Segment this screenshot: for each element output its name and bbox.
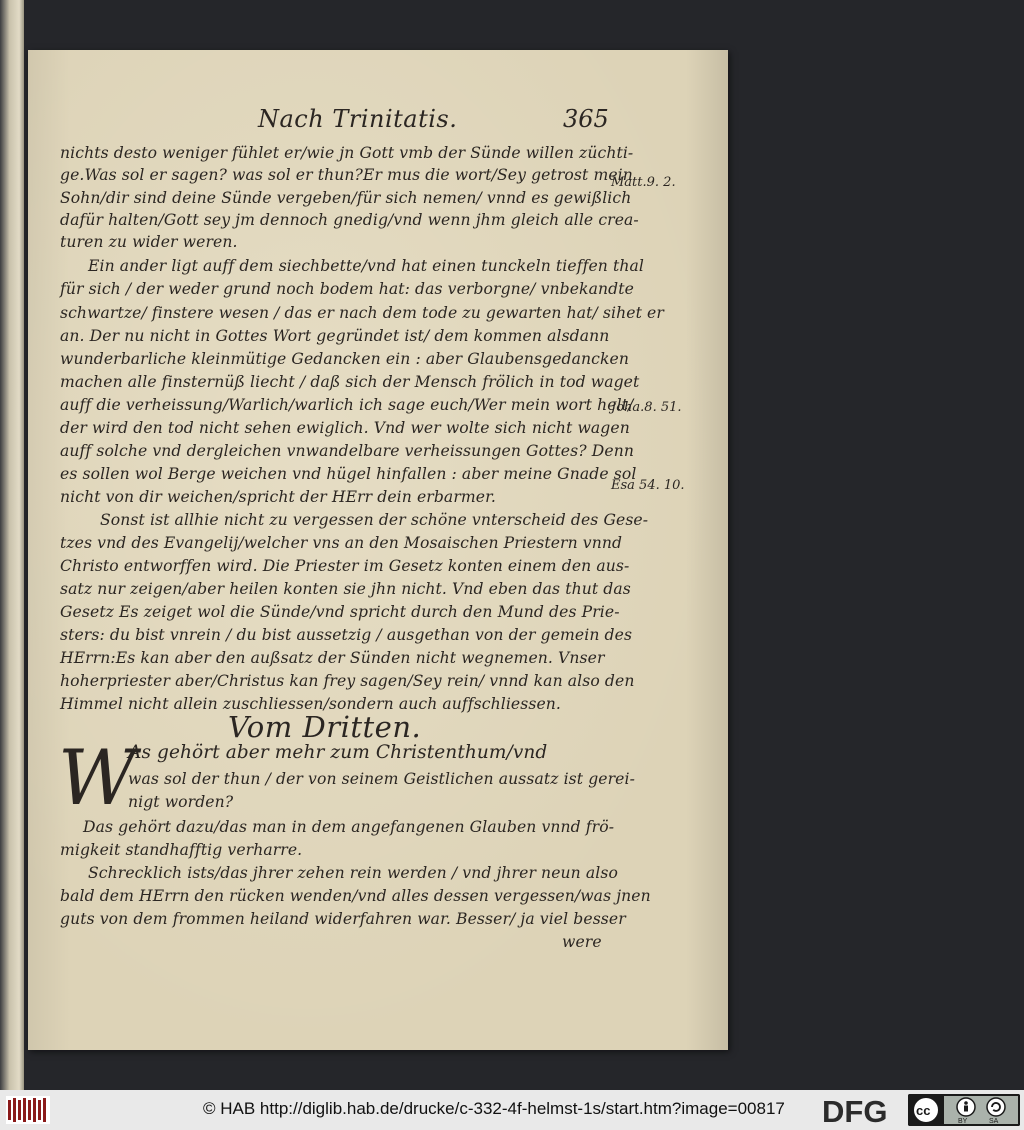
text-line: Himmel nicht allein zuschliessen/sondern auch auffschliessen. xyxy=(60,695,561,713)
text-line: As gehört aber mehr zum Christenthum/vnd xyxy=(128,742,548,763)
marginal-note: Joha.8. 51. xyxy=(611,400,682,415)
text-line: nicht von dir weichen/spricht der HErr dein erbarmer. xyxy=(60,488,496,506)
svg-text:cc: cc xyxy=(916,1103,931,1118)
section-heading: Vom Dritten. xyxy=(228,710,422,744)
running-header: Nach Trinitatis. xyxy=(258,105,458,133)
text-line: was sol der thun / der von seinem Geistlichen aussatz ist gerei- xyxy=(128,770,635,788)
text-line: Christo entworffen wird. Die Priester im Gesetz konten einem den aus- xyxy=(60,557,630,575)
previous-page-edge xyxy=(0,0,24,1090)
marginal-note: Esa 54. 10. xyxy=(611,478,685,493)
catchword: were xyxy=(562,933,602,951)
text-line: machen alle finsternüß liecht / daß sich der Mensch frölich in tod waget xyxy=(60,373,640,391)
text-line: es sollen wol Berge weichen vnd hügel hinfallen : aber meine Gnade sol xyxy=(60,465,637,483)
text-line: tzes vnd des Evangelij/welcher vns an den Mosaischen Priestern vnnd xyxy=(60,534,623,552)
text-line: der wird den tod nicht sehen ewiglich. Vnd wer wolte sich nicht wagen xyxy=(60,419,630,437)
text-line: nigt worden? xyxy=(128,793,234,811)
drop-cap-initial: W xyxy=(58,733,137,822)
hab-logo-icon xyxy=(6,1096,50,1124)
cc-by-sa-license-icon[interactable] xyxy=(908,1094,1020,1126)
text-line: HErrn:Es kan aber den außsatz der Sünden nicht wegnemen. Vnser xyxy=(60,649,605,667)
page-number: 365 xyxy=(563,105,609,133)
text-line: sters: du bist vnrein / du bist aussetzig / ausgethan von der gemein des xyxy=(60,626,633,644)
text-line: auff die verheissung/Warlich/warlich ich sage euch/Wer mein wort helt/ xyxy=(60,396,634,414)
text-line: turen zu wider weren. xyxy=(60,233,238,251)
marginal-note: Matt.9. 2. xyxy=(611,175,676,190)
attribution-link[interactable]: © HAB http://diglib.hab.de/drucke/c-332-4f-helmst-1s/start.htm?image=00817 xyxy=(203,1099,785,1118)
text-line: Ein ander ligt auff dem siechbette/vnd hat einen tunckeln tieffen thal xyxy=(88,257,644,275)
text-line: Schrecklich ists/das jhrer zehen rein werden / vnd jhrer neun also xyxy=(88,864,618,882)
scanned-page xyxy=(28,50,728,1050)
text-line: Sohn/dir sind deine Sünde vergeben/für sich nemen/ vnnd es gewißlich xyxy=(60,189,632,207)
svg-text:DFG: DFG xyxy=(822,1094,888,1126)
text-line: hoherpriester aber/Christus kan frey sagen/Sey rein/ vnnd kan also den xyxy=(60,672,635,690)
svg-text:SA: SA xyxy=(989,1118,999,1125)
text-line: an. Der nu nicht in Gottes Wort gegründet ist/ dem kommen alsdann xyxy=(60,327,610,345)
text-line: auff solche vnd dergleichen vnwandelbare verheissungen Gottes? Denn xyxy=(60,442,634,460)
text-line: Das gehört dazu/das man in dem angefangenen Glauben vnnd frö- xyxy=(83,818,615,836)
text-line: dafür halten/Gott sey jm dennoch gnedig/vnd wenn jhm gleich alle crea- xyxy=(60,211,639,229)
text-line: migkeit standhafftig verharre. xyxy=(60,841,303,859)
text-line: wunderbarliche kleinmütige Gedancken ein : aber Glaubensgedancken xyxy=(60,350,630,368)
text-line: für sich / der weder grund noch bodem hat: das verborgne/ vnbekandte xyxy=(60,280,634,298)
text-line: schwartze/ finstere wesen / das er nach dem tode zu gewarten hat/ sihet er xyxy=(60,304,664,322)
text-line: Gesetz Es zeiget wol die Sünde/vnd spricht durch den Mund des Prie- xyxy=(60,603,620,621)
footer-bar xyxy=(0,1090,1024,1130)
dfg-logo-icon xyxy=(820,1094,904,1126)
text-line: Sonst ist allhie nicht zu vergessen der schöne vnterscheid des Gese- xyxy=(100,511,649,529)
text-line: guts von dem frommen heiland widerfahren war. Besser/ ja viel besser xyxy=(60,910,626,928)
svg-text:BY: BY xyxy=(958,1118,968,1125)
text-line: ge.Was sol er sagen? was sol er thun?Er mus die wort/Sey getrost mein xyxy=(60,166,633,184)
text-line: satz nur zeigen/aber heilen konten sie jhn nicht. Vnd eben das thut das xyxy=(60,580,631,598)
text-line: nichts desto weniger fühlet er/wie jn Gott vmb der Sünde willen züchti- xyxy=(60,144,634,162)
text-line: bald dem HErrn den rücken wenden/vnd alles dessen vergessen/was jnen xyxy=(60,887,651,905)
